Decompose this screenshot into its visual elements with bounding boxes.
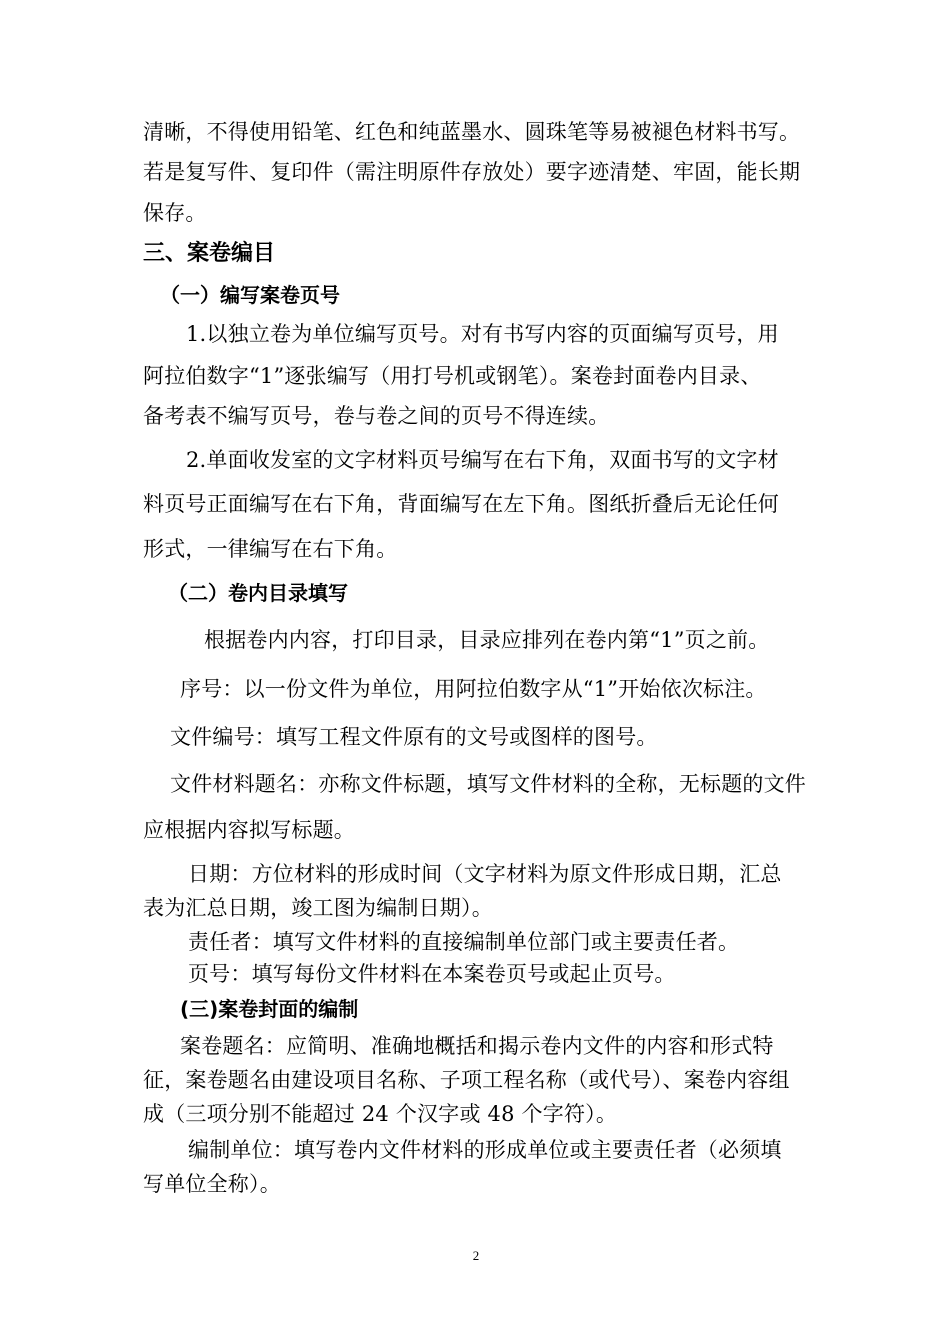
paragraph-line: 页号：填写每份文件材料在本案卷页号或起止页号。 <box>188 962 676 986</box>
paragraph-line: 文件材料题名：亦称文件标题，填写文件材料的全称，无标题的文件 <box>170 772 806 796</box>
paragraph-line: 1.以独立卷为单位编写页号。对有书写内容的页面编写页号，用 <box>186 322 779 346</box>
paragraph-line: 案卷题名：应简明、准确地概括和揭示卷内文件的内容和形式特 <box>180 1034 774 1058</box>
paragraph-line: 日期：方位材料的形成时间（文字材料为原文件形成日期，汇总 <box>188 862 782 886</box>
paragraph-line: 编制单位：填写卷内文件材料的形成单位或主要责任者（必须填 <box>188 1138 782 1162</box>
subsection-heading: （二）卷内目录填写 <box>168 581 348 605</box>
paragraph-line: 写单位全称）。 <box>143 1172 281 1196</box>
subsection-heading: (三)案卷封面的编制 <box>180 997 359 1021</box>
section-heading: 三、案卷编目 <box>143 241 276 266</box>
paragraph-line: 应根据内容拟写标题。 <box>143 818 355 842</box>
paragraph-line: 根据卷内内容，打印目录，目录应排列在卷内第“1”页之前。 <box>204 628 770 652</box>
paragraph-line: 序号：以一份文件为单位，用阿拉伯数字从“1”开始依次标注。 <box>180 677 767 701</box>
paragraph-line: 征，案卷题名由建设项目名称、子项工程名称（或代号）、案卷内容组 <box>143 1068 790 1092</box>
paragraph-line: 若是复写件、复印件（需注明原件存放处）要字迹清楚、牢固，能长期 <box>143 160 801 184</box>
paragraph-line: 2.单面收发室的文字材料页号编写在右下角，双面书写的文字材 <box>186 448 779 472</box>
subsection-heading: （一）编写案卷页号 <box>160 283 340 307</box>
paragraph-line: 料页号正面编写在右下角，背面编写在左下角。图纸折叠后无论任何 <box>143 492 779 516</box>
paragraph-line: 形式，一律编写在右下角。 <box>143 537 398 561</box>
paragraph-line: 保存。 <box>143 201 207 225</box>
paragraph-line: 成（三项分别不能超过 24 个汉字或 48 个字符）。 <box>143 1102 618 1126</box>
paragraph-line: 备考表不编写页号，卷与卷之间的页号不得连续。 <box>143 404 610 428</box>
page-number: 2 <box>472 1248 480 1263</box>
paragraph-line: 文件编号：填写工程文件原有的文号或图样的图号。 <box>170 725 658 749</box>
paragraph-line: 责任者：填写文件材料的直接编制单位部门或主要责任者。 <box>188 930 740 954</box>
paragraph-line: 清晰，不得使用铅笔、红色和纯蓝墨水、圆珠笔等易被褪色材料书写。 <box>143 120 801 144</box>
paragraph-line: 表为汇总日期，竣工图为编制日期）。 <box>143 896 493 920</box>
paragraph-line: 阿拉伯数字“1”逐张编写（用打号机或钢笔）。案卷封面卷内目录、 <box>143 364 762 388</box>
